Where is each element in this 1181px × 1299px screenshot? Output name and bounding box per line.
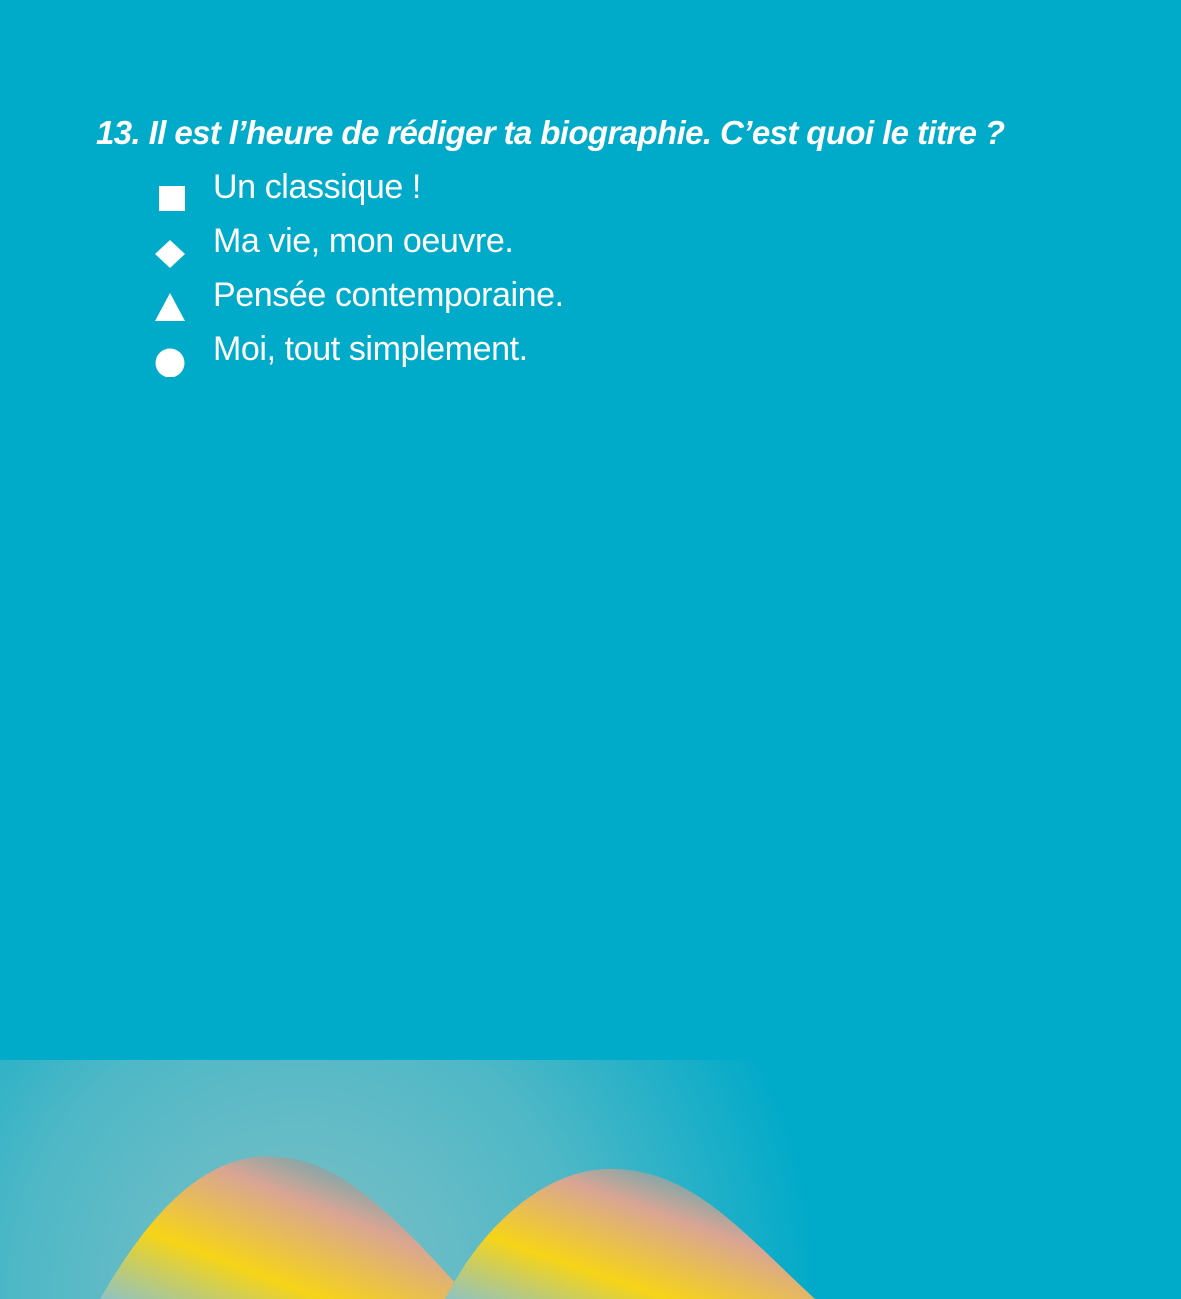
diamond-icon: [154, 237, 186, 269]
answer-option-label: Pensée contemporaine.: [213, 276, 564, 314]
gradient-hills-decoration: [0, 1060, 1181, 1299]
square-icon: [154, 183, 186, 215]
circle-icon: [154, 345, 186, 377]
question-text: 13. Il est l’heure de rédiger ta biographie. C’est quoi le titre ?: [96, 114, 1005, 151]
answer-option-label: Un classique !: [213, 168, 421, 206]
answer-option-label: Moi, tout simplement.: [213, 330, 528, 368]
answer-option-label: Ma vie, mon oeuvre.: [213, 222, 514, 260]
triangle-icon: [154, 291, 186, 323]
